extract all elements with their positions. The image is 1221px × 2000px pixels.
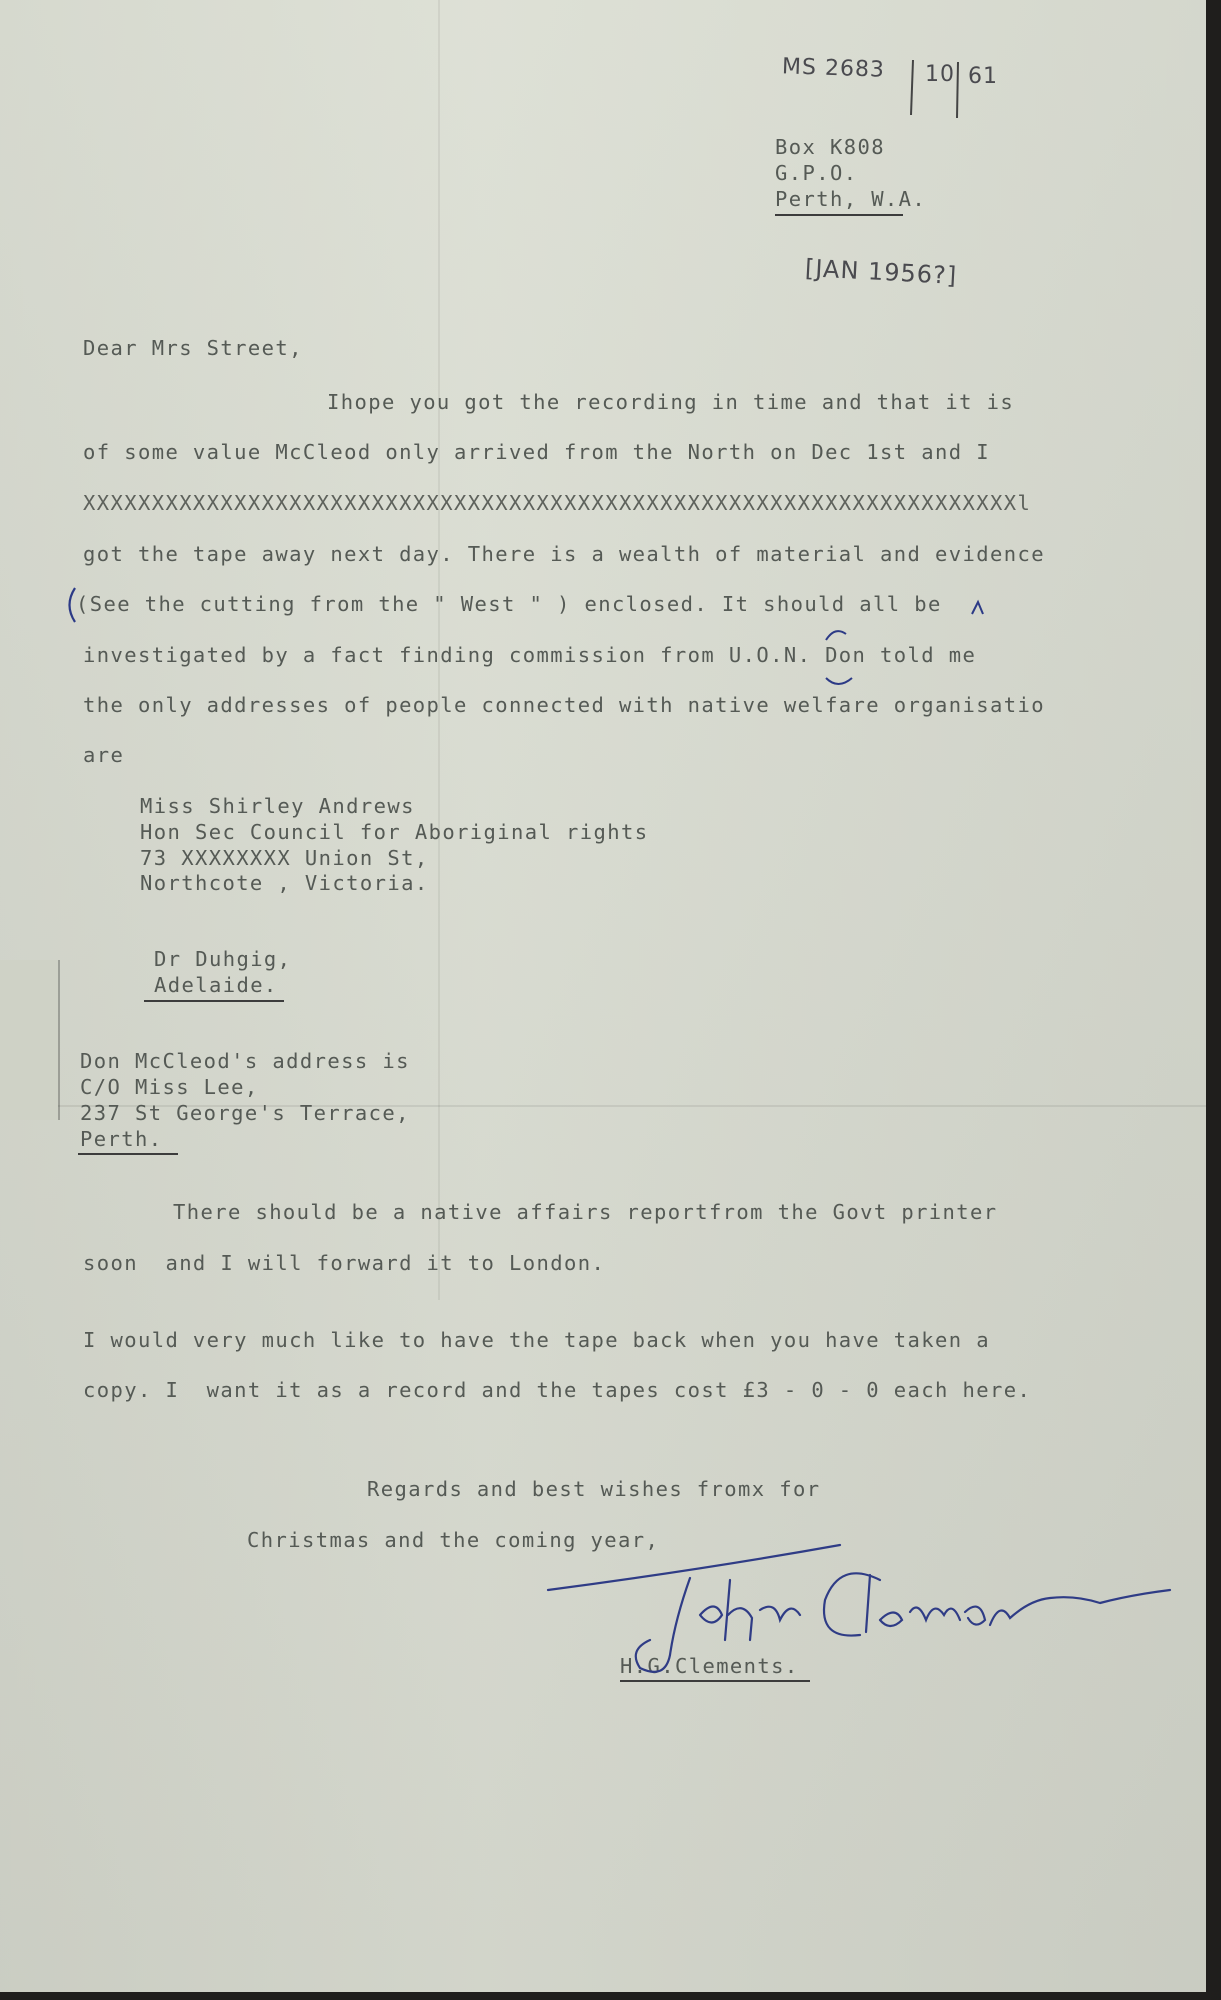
mccleod-line-4: Perth.: [80, 1127, 163, 1151]
contact1-line-2: Hon Sec Council for Aboriginal rights: [140, 820, 649, 844]
ref-divider-1: [911, 60, 913, 115]
p3-line-2: copy. I want it as a record and the tapes cost £3 - 0 - 0 each here.: [83, 1378, 1032, 1402]
contact2-line-1: Dr Duhgig,: [154, 947, 292, 971]
salutation: Dear Mrs Street,: [83, 336, 303, 360]
mccleod-line-2: C/O Miss Lee,: [80, 1075, 259, 1099]
archive-folder-number: 10: [925, 62, 955, 87]
contact1-line-3: 73 XXXXXXXX Union St,: [140, 846, 429, 870]
archive-item-number: 61: [968, 64, 998, 89]
p2-line-2: soon and I will forward it to London.: [83, 1251, 606, 1275]
mccleod-line-3: 237 St George's Terrace,: [80, 1101, 410, 1125]
contact2-line-2: Adelaide.: [154, 973, 278, 997]
contact1-line-4: Northcote , Victoria.: [140, 871, 429, 895]
closing-line-2: Christmas and the coming year,: [247, 1528, 660, 1552]
uon-mark: [826, 631, 852, 684]
p1-line-6: investigated by a fact finding commission from U.O.N. Don told me: [83, 643, 977, 667]
p2-line-1: There should be a native affairs reportfrom the Govt printer: [173, 1200, 998, 1224]
p1-line-4: got the tape away next day. There is a wealth of material and evidence: [83, 542, 1045, 566]
typed-name: H.G.Clements.: [620, 1654, 799, 1678]
p1-line-5: (See the cutting from the " West " ) enclosed. It should all be: [76, 592, 942, 616]
address-line-2: G.P.O.: [775, 161, 858, 185]
caret-mark: [972, 602, 983, 614]
p1-line-3-struck: XXXXXXXXXXXXXXXXXXXXXXXXXXXXXXXXXXXXXXXXXXXXXXXXXXXXXXXXXXXXXXXXXXXXl: [83, 491, 1032, 515]
contact1-line-1: Miss Shirley Andrews: [140, 794, 415, 818]
p1-line-8: are: [83, 743, 125, 767]
bracket-mark: [70, 588, 76, 622]
p3-line-1: I would very much like to have the tape back when you have taken a: [83, 1328, 990, 1352]
archive-date-note: [JAN 1956?]: [804, 254, 958, 290]
address-line-3: Perth, W.A.: [775, 187, 927, 211]
archive-ms-number: MS 2683: [781, 54, 886, 83]
handwritten-signature: [548, 1545, 1170, 1672]
p1-line-1: Ihope you got the recording in time and that it is: [327, 390, 1015, 414]
ref-divider-2: [957, 62, 958, 118]
p1-line-2: of some value McCleod only arrived from the North on Dec 1st and I: [83, 440, 990, 464]
address-line-1: Box K808: [775, 135, 885, 159]
mccleod-line-1: Don McCleod's address is: [80, 1049, 410, 1073]
closing-line-1: Regards and best wishes fromx for: [367, 1477, 821, 1501]
p1-line-7: the only addresses of people connected with native welfare organisatio: [83, 693, 1045, 717]
